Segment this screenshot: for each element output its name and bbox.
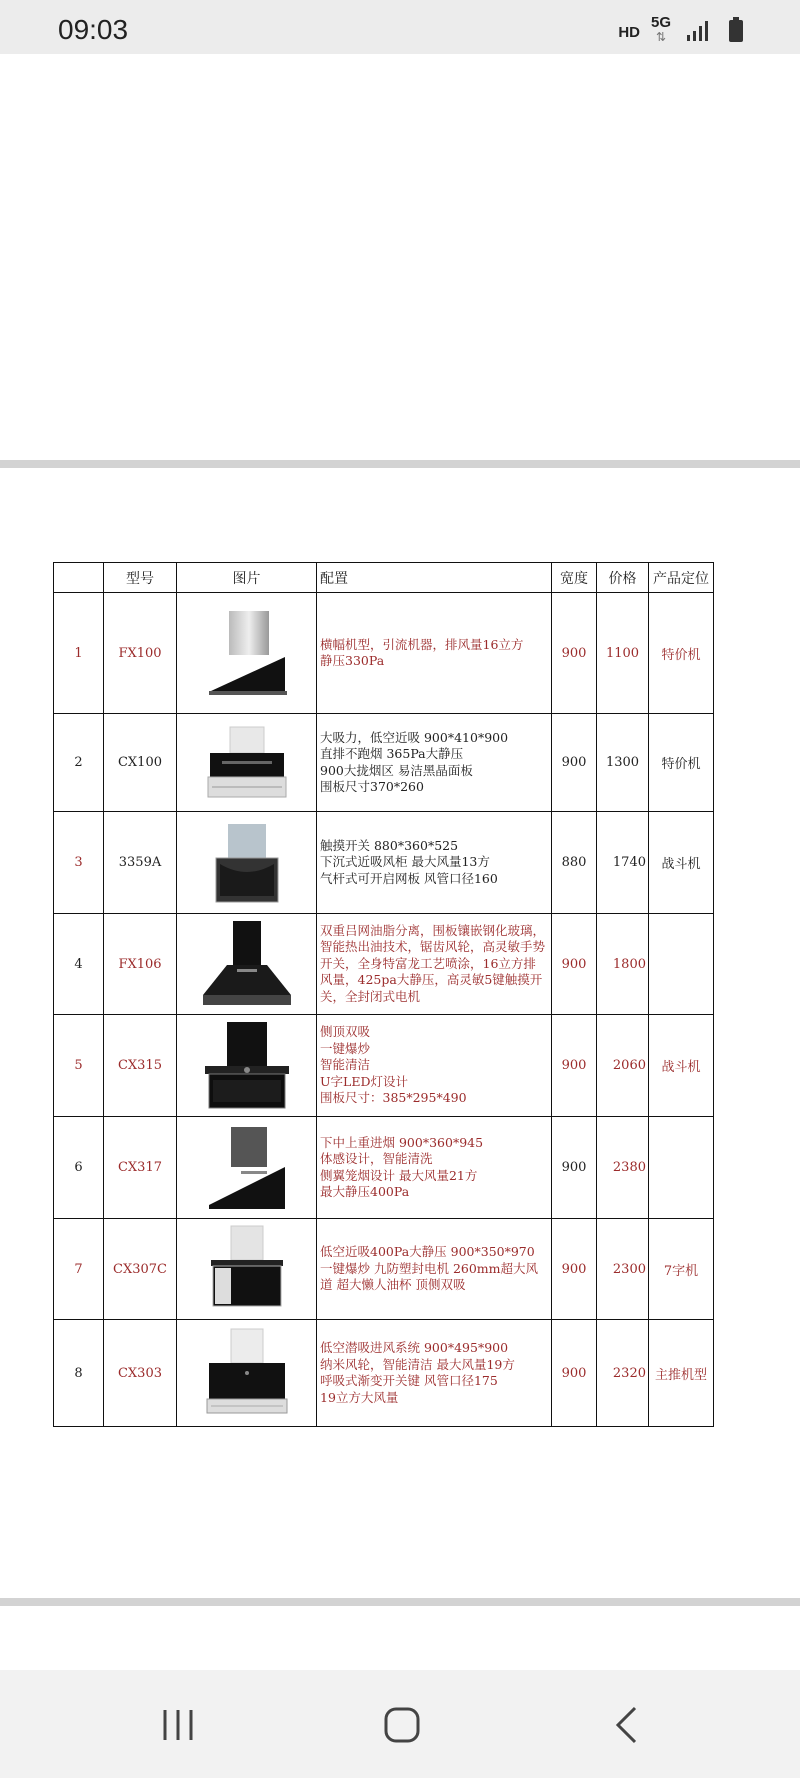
row-index: 6 [54,1117,104,1219]
row-model: FX106 [104,914,177,1015]
status-time: 09:03 [58,14,129,45]
row-image [177,1015,317,1117]
row-price: 1800 [597,914,649,1015]
range-hood-image [201,1327,293,1419]
table-row [54,593,714,714]
row-image [177,812,317,914]
header-width: 宽度 [552,563,597,593]
product-spec-table [53,562,714,1427]
header-position: 产品定位 [649,563,714,593]
table-row [54,812,714,914]
row-config: 大吸力，低空近吸 900*410*900 直排不跑烟 365Pa大静压 900大拢烟区 易洁黑晶面板 围板尺寸370*260 [317,714,552,812]
header-config: 配置 [317,563,552,593]
back-icon[interactable] [601,1700,651,1750]
row-position [649,1117,714,1219]
row-image [177,914,317,1015]
row-width: 900 [552,593,597,714]
row-price: 2320 [597,1320,649,1427]
row-width: 900 [552,1015,597,1117]
range-hood-image [201,1020,293,1112]
row-width: 900 [552,1320,597,1427]
hd-label: HD [618,24,640,41]
row-price: 1740 [597,812,649,914]
row-config: 下中上重进烟 900*360*945 体感设计，智能清洗 侧翼笼烟设计 最大风量21方 最大静压400Pa [317,1117,552,1219]
network-type-icon [648,16,674,44]
table-row [54,914,714,1015]
row-model: CX303 [104,1320,177,1427]
header-price: 价格 [597,563,649,593]
row-price: 1300 [597,714,649,812]
navigation-bar [0,1670,800,1778]
range-hood-image [205,1224,289,1314]
row-price: 2380 [597,1117,649,1219]
table-header-row [54,563,714,593]
range-hood-image [202,723,292,803]
row-config: 侧顶双吸 一键爆炒 智能清洁 U字LED灯设计 围板尺寸：385*295*490 [317,1015,552,1117]
recents-icon[interactable] [153,1700,203,1750]
row-image [177,1117,317,1219]
page-divider-bottom [0,1598,800,1606]
row-width: 900 [552,1219,597,1320]
signal-bars-icon [686,20,710,42]
table-row [54,1117,714,1219]
row-index: 5 [54,1015,104,1117]
status-bar [0,0,800,54]
header-index [54,563,104,593]
data-arrows-icon: ⇅ [655,30,667,44]
row-config: 触摸开关 880*360*525 下沉式近吸风柜 最大风量13方 气杆式可开启网板 风管口径160 [317,812,552,914]
range-hood-image [197,919,297,1009]
page-divider-top [0,460,800,468]
row-config: 低空潜吸进风系统 900*495*900 纳米风轮，智能清洁 最大风量19方 呼吸式渐变开关键 风管口径175 19立方大风量 [317,1320,552,1427]
row-model: CX100 [104,714,177,812]
row-model: FX100 [104,593,177,714]
row-config: 双重吕网油脂分离，围板镶嵌钢化玻璃，智能热出油技术，锯齿风轮，高灵敏手势开关，全身特富龙工艺喷涂，16立方排风量，425pa大静压，高灵敏5键触摸开关，全封闭式电机 [317,914,552,1015]
row-image [177,1219,317,1320]
row-position: 特价机 [649,714,714,812]
row-position: 7字机 [649,1219,714,1320]
row-width: 880 [552,812,597,914]
row-price: 2060 [597,1015,649,1117]
row-index: 8 [54,1320,104,1427]
row-position [649,914,714,1015]
status-icons [604,16,744,46]
row-price: 2300 [597,1219,649,1320]
row-position: 特价机 [649,593,714,714]
row-index: 3 [54,812,104,914]
row-width: 900 [552,914,597,1015]
table-row [54,714,714,812]
row-model: CX307C [104,1219,177,1320]
table-row [54,1015,714,1117]
row-model: CX317 [104,1117,177,1219]
row-position: 战斗机 [649,812,714,914]
row-position: 主推机型 [649,1320,714,1427]
row-width: 900 [552,714,597,812]
network-type-label: 5G [650,14,671,31]
row-position: 战斗机 [649,1015,714,1117]
row-index: 2 [54,714,104,812]
row-image [177,1320,317,1427]
row-width: 900 [552,1117,597,1219]
table-row [54,1219,714,1320]
row-image [177,593,317,714]
battery-icon [728,17,744,43]
home-icon[interactable] [377,1700,427,1750]
row-index: 4 [54,914,104,1015]
row-config: 低空近吸400Pa大静压 900*350*970 一键爆炒 九防塑封电机 260mm超大风道 超大懒人油杯 顶侧双吸 [317,1219,552,1320]
table-row [54,1320,714,1427]
row-image [177,714,317,812]
row-index: 7 [54,1219,104,1320]
header-model: 型号 [104,563,177,593]
row-index: 1 [54,593,104,714]
row-model: CX315 [104,1015,177,1117]
row-price: 1100 [597,593,649,714]
row-config: 横幅机型，引流机器，排风量16立方 静压330Pa [317,593,552,714]
range-hood-image [202,820,292,906]
row-model: 3359A [104,812,177,914]
range-hood-image [201,1125,293,1211]
range-hood-image [199,605,295,701]
header-image: 图片 [177,563,317,593]
